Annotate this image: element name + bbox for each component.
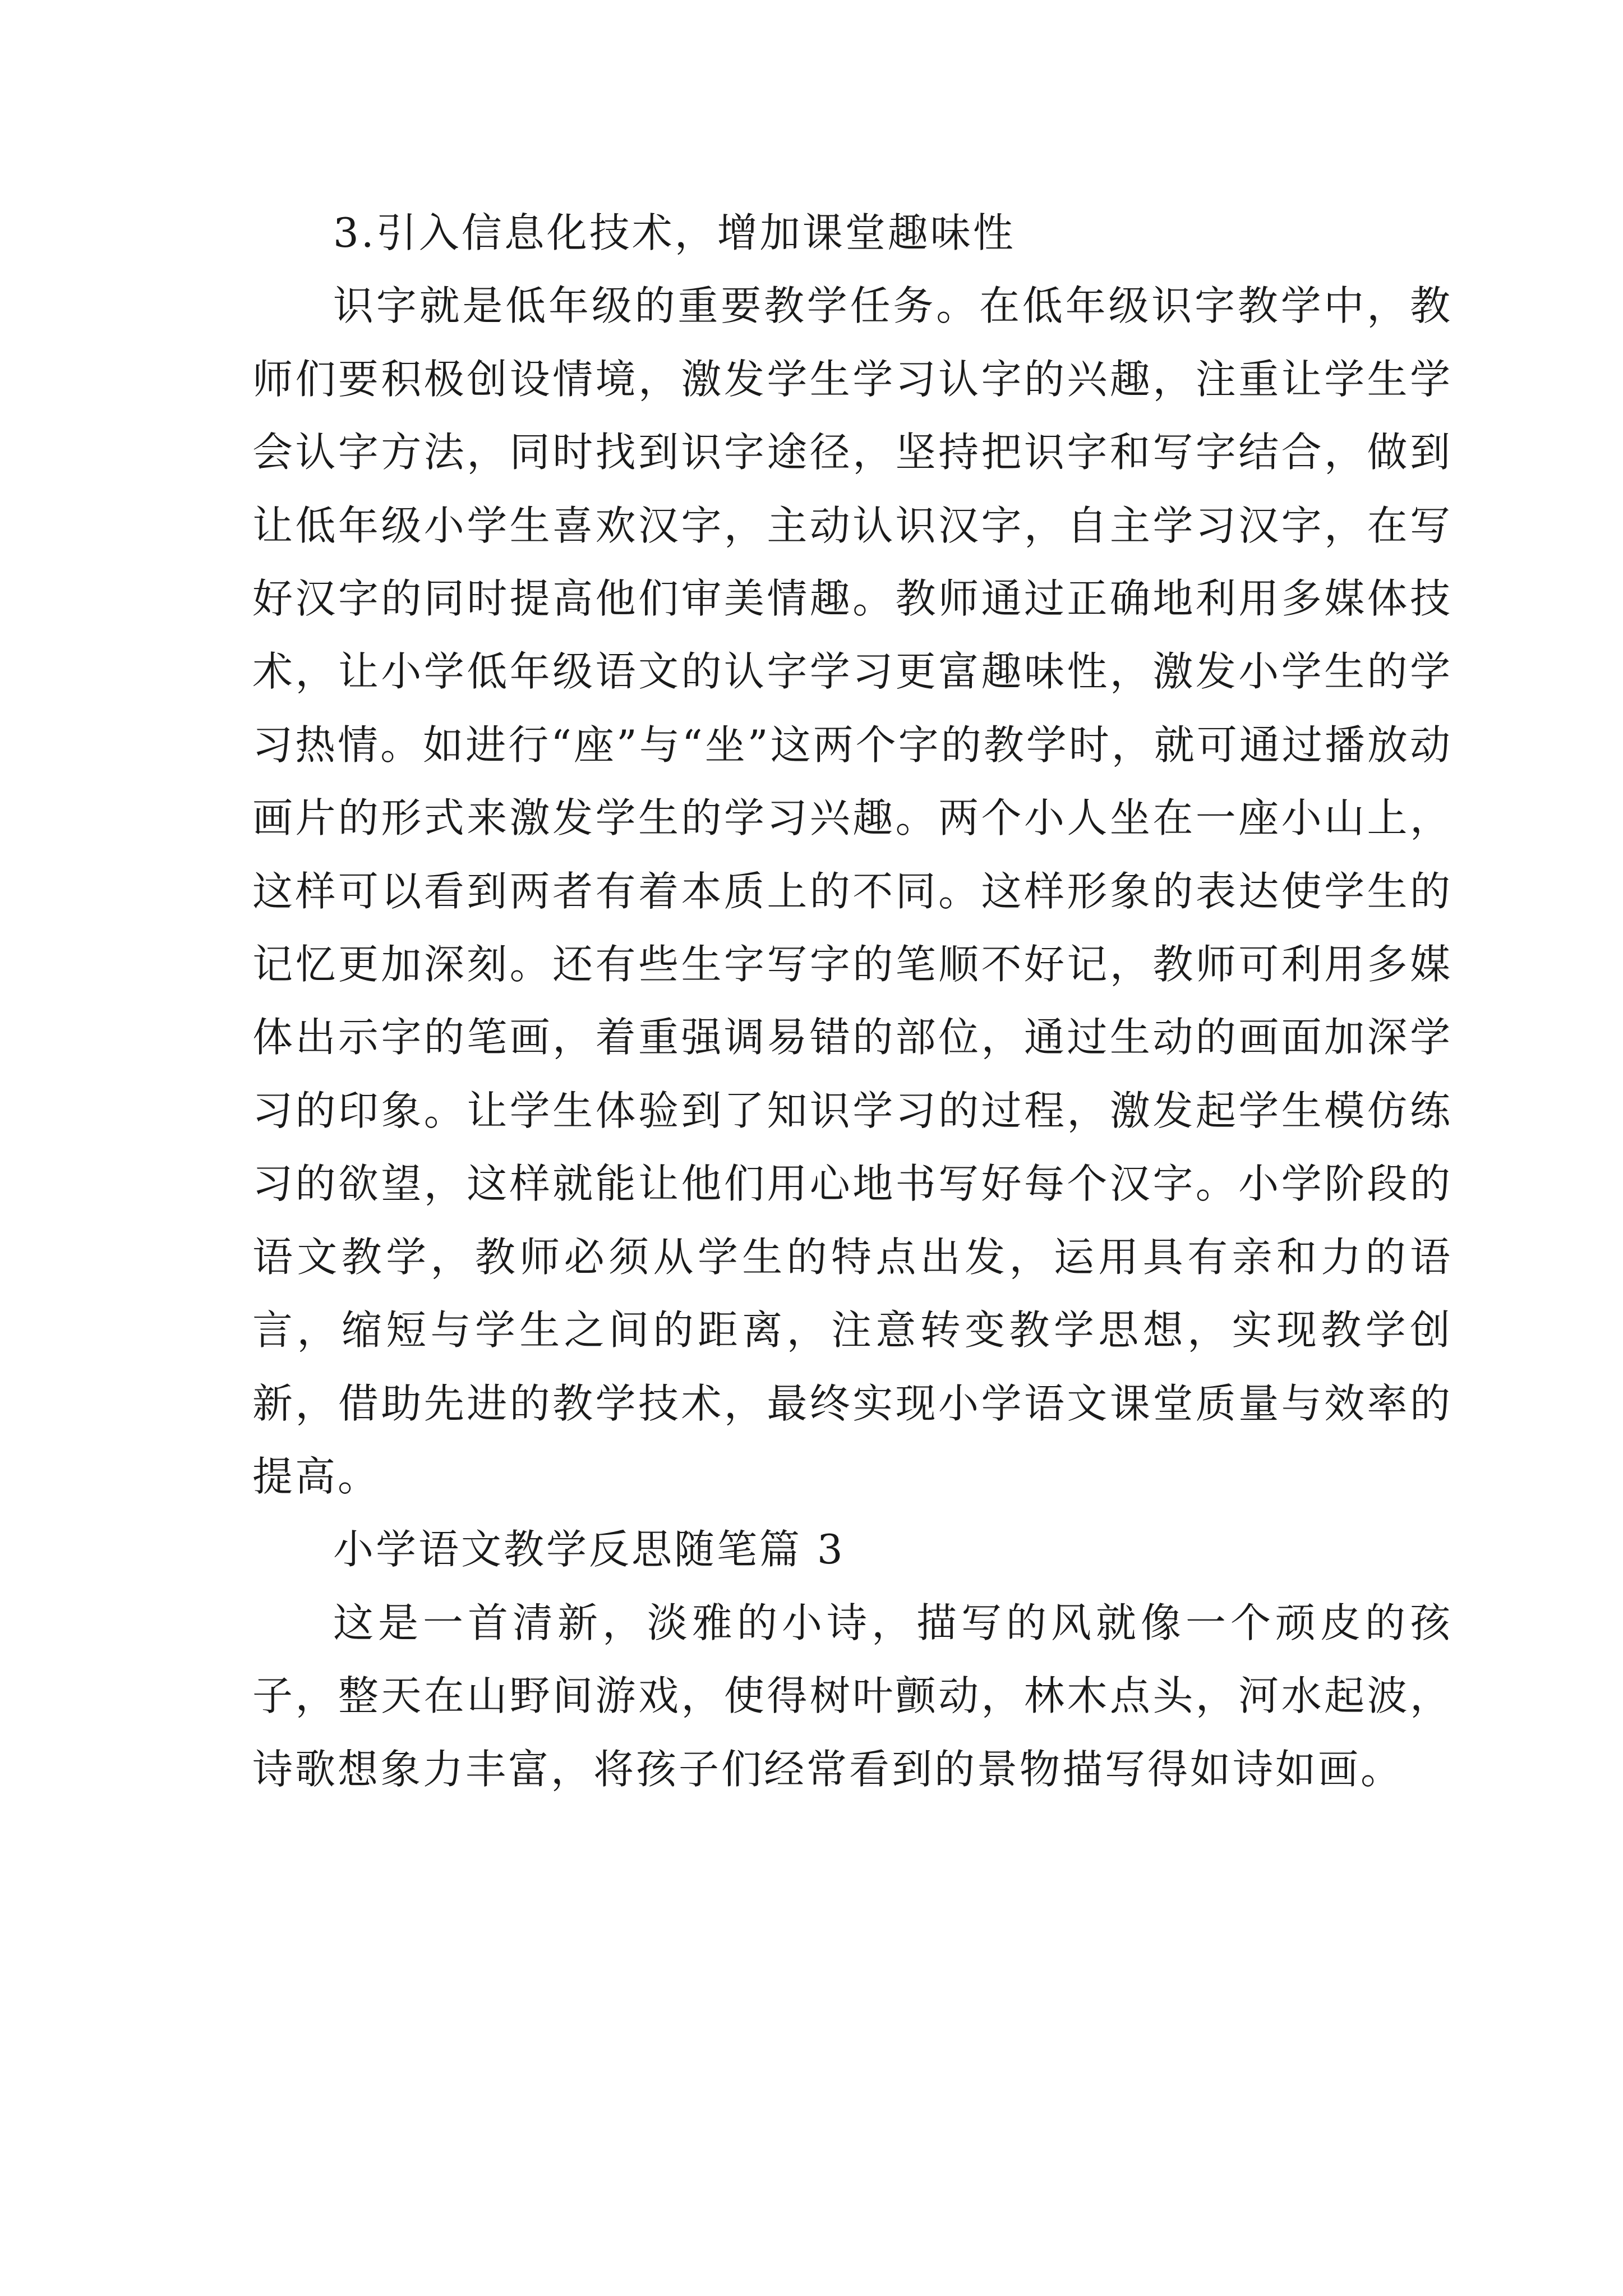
paragraph: 这是一首清新，淡雅的小诗，描写的风就像一个顽皮的孩子，整天在山野间游戏，使得树叶颤动，林木点头，河水起波，诗歌想象力丰富，将孩子们经常看到的景物描写得如诗如画。: [252, 1599, 1453, 1793]
document-body: [252, 196, 1453, 1806]
article-title: 小学语文教学反思随笔篇 3: [333, 1526, 845, 1573]
paragraph: 识字就是低年级的重要教学任务。在低年级识字教学中，教师们要积极创设情境，激发学生学习认字的兴趣，注重让学生学会认字方法，同时找到识字途径，坚持把识字和写字结合，做到让低年级小学生喜欢汉字，主动认识汉字，自主学习汉字，在写好汉字的同时提高他们审美情趣。教师通过正确地利用多媒体技术，让小学低年级语文的认字学习更富趣味性，激发小学生的学习热情。如进行“座”与“坐”这两个字的教学时，就可通过播放动画片的形式来激发学生的学习兴趣。两个小人坐在一座小山上，这样可以看到两者有着本质上的不同。这样形象的表达使学生的记忆更加深刻。还有些生字写字的笔顺不好记，教师可利用多媒体出示字的笔画，着重强调易错的部位，通过生动的画面加深学习的印象。让学生体验到了知识学习的过程，激发起学生模仿练习的欲望，这样就能让他们用心地书写好每个汉字。小学阶段的语文教学，教师必须从学生的特点出发，运用具有亲和力的语言，缩短与学生之间的距离，注意转变教学思想，实现教学创新，借助先进的教学技术，最终实现小学语文课堂质量与效率的提高。: [252, 282, 1453, 1500]
section-heading: 3.引入信息化技术，增加课堂趣味性: [333, 209, 1016, 256]
